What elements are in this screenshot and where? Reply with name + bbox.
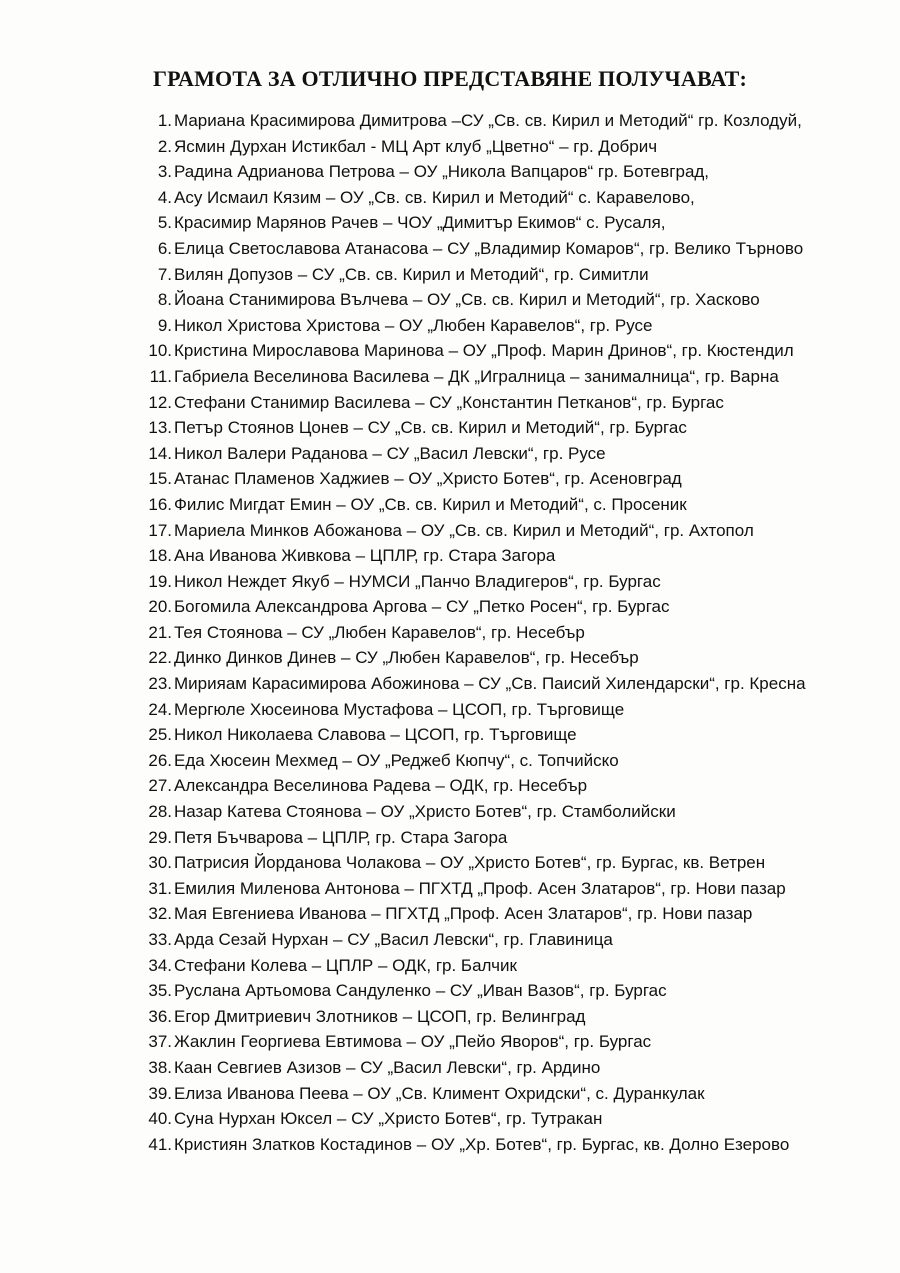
list-item xyxy=(140,927,820,953)
list-item xyxy=(140,159,820,185)
list-item xyxy=(140,492,820,518)
list-item-text: Асу Исмаил Кязим – ОУ „Св. св. Кирил и Методий“ с. Каравелово, xyxy=(174,187,695,207)
list-item xyxy=(140,108,820,134)
list-item-number: 29. xyxy=(148,827,172,847)
list-item-text: Арда Сезай Нурхан – СУ „Васил Левски“, гр. Главиница xyxy=(174,930,613,949)
list-item-text: Тея Стоянова – СУ „Любен Каравелов“, гр. Несебър xyxy=(174,622,585,642)
list-item-number: 7. xyxy=(157,264,172,284)
list-item-text: Габриела Веселинова Василева – ДК „Игралница – занималница“, гр. Варна xyxy=(174,366,779,386)
list-item-text: Егор Дмитриевич Злотников – ЦСОП, гр. Велинград xyxy=(174,1006,586,1026)
list-item-number: 41. xyxy=(148,1134,172,1154)
list-item xyxy=(140,1106,820,1132)
list-item-number: 17. xyxy=(148,520,172,540)
list-item xyxy=(140,1004,820,1030)
list-item xyxy=(140,748,820,774)
list-item xyxy=(140,697,820,723)
list-item-text: Стефани Колева – ЦПЛР – ОДК, гр. Балчик xyxy=(174,955,517,975)
list-item xyxy=(140,185,820,211)
list-item xyxy=(140,441,820,467)
list-item-text: Елица Светославова Атанасова – СУ „Владимир Комаров“, гр. Велико Търново xyxy=(174,238,804,258)
recipient-list xyxy=(140,108,820,1157)
list-item xyxy=(140,210,820,236)
list-item-text: Красимир Марянов Рачев – ЧОУ „Димитър Екимов“ с. Русаля, xyxy=(174,213,666,233)
list-item-number: 28. xyxy=(148,802,172,822)
list-item-number: 13. xyxy=(148,418,172,438)
list-item-number: 16. xyxy=(148,494,172,514)
list-item-number: 15. xyxy=(148,469,172,489)
list-item-number: 33. xyxy=(148,930,172,949)
list-item-number: 21. xyxy=(148,622,172,642)
list-item-text: Патрисия Йорданова Чолакова – ОУ „Христо Ботев“, гр. Бургас, кв. Ветрен xyxy=(174,853,766,873)
list-item-text: Каан Севгиев Азизов – СУ „Васил Левски“, гр. Ардино xyxy=(174,1057,601,1077)
list-item-number: 32. xyxy=(148,904,172,924)
list-item xyxy=(140,390,820,416)
list-item-number: 26. xyxy=(148,750,172,770)
list-item xyxy=(140,364,820,390)
list-item-text: Руслана Артьомова Сандуленко – СУ „Иван Вазов“, гр. Бургас xyxy=(174,981,667,1001)
list-item xyxy=(140,620,820,646)
list-item xyxy=(140,978,820,1004)
list-item-number: 10. xyxy=(148,341,172,361)
list-item xyxy=(140,1055,820,1081)
list-item-number: 5. xyxy=(157,213,172,233)
list-item-number: 3. xyxy=(157,162,172,182)
list-item-text: Еда Хюсеин Мехмед – ОУ „Реджеб Кюпчу“, с. Топчийско xyxy=(174,750,619,770)
list-item-text: Кристиян Златков Костадинов – ОУ „Хр. Ботев“, гр. Бургас, кв. Долно Езерово xyxy=(174,1134,790,1154)
list-item-text: Жаклин Георгиева Евтимова – ОУ „Пейо Яворов“, гр. Бургас xyxy=(174,1032,652,1052)
list-item-text: Мая Евгениева Иванова – ПГХТД „Проф. Асен Златаров“, гр. Нови пазар xyxy=(174,904,753,924)
list-item xyxy=(140,236,820,262)
list-item-number: 24. xyxy=(148,699,172,719)
list-item-number: 35. xyxy=(148,981,172,1001)
list-item-text: Петър Стоянов Цонев – СУ „Св. св. Кирил и Методий“, гр. Бургас xyxy=(174,418,687,438)
list-item-number: 34. xyxy=(148,955,172,975)
list-item-text: Радина Адрианова Петрова – ОУ „Никола Вапцаров“ гр. Ботевград, xyxy=(174,162,710,182)
list-item xyxy=(140,1081,820,1107)
list-item xyxy=(140,569,820,595)
list-item-text: Никол Неждет Якуб – НУМСИ „Панчо Владигеров“, гр. Бургас xyxy=(174,571,661,591)
list-item xyxy=(140,722,820,748)
list-item-text: Динко Динков Динев – СУ „Любен Каравелов“, гр. Несебър xyxy=(174,648,639,668)
list-item-text: Суна Нурхан Юксел – СУ „Христо Ботев“, гр. Тутракан xyxy=(174,1109,603,1129)
list-item-number: 9. xyxy=(157,315,172,335)
list-item-text: Елиза Иванова Пеева – ОУ „Св. Климент Охридски“, с. Дуранкулак xyxy=(174,1083,705,1103)
list-item-text: Ана Иванова Живкова – ЦПЛР, гр. Стара Загора xyxy=(174,546,556,566)
list-item-text: Никол Христова Христова – ОУ „Любен Каравелов“, гр. Русе xyxy=(174,315,653,335)
list-item xyxy=(140,134,820,160)
list-item xyxy=(140,799,820,825)
list-item-text: Вилян Допузов – СУ „Св. св. Кирил и Методий“, гр. Симитли xyxy=(174,264,649,284)
list-item-text: Александра Веселинова Радева – ОДК, гр. Несебър xyxy=(174,776,588,796)
list-item xyxy=(140,1029,820,1055)
list-item-text: Ясмин Дурхан Истикбал - МЦ Арт клуб „Цветно“ – гр. Добрич xyxy=(174,136,658,156)
list-item xyxy=(140,645,820,671)
list-item-number: 30. xyxy=(148,853,172,873)
list-item xyxy=(140,518,820,544)
list-item-number: 40. xyxy=(148,1109,172,1129)
list-item-text: Стефани Станимир Василева – СУ „Константин Петканов“, гр. Бургас xyxy=(174,392,724,412)
list-item-number: 4. xyxy=(157,187,172,207)
list-item-text: Никол Николаева Славова – ЦСОП, гр. Търговище xyxy=(174,725,577,745)
list-item-number: 20. xyxy=(148,597,172,617)
list-item-text: Филис Мигдат Емин – ОУ „Св. св. Кирил и Методий“, с. Просеник xyxy=(174,494,687,514)
list-item-text: Атанас Пламенов Хаджиев – ОУ „Христо Ботев“, гр. Асеновград xyxy=(174,469,682,489)
list-item-number: 11. xyxy=(149,366,172,386)
list-item-number: 18. xyxy=(148,546,172,566)
list-item xyxy=(140,262,820,288)
list-item-text: Назар Катева Стоянова – ОУ „Христо Ботев“, гр. Стамболийски xyxy=(174,802,676,822)
list-item xyxy=(140,543,820,569)
list-item xyxy=(140,671,820,697)
list-item-number: 8. xyxy=(157,290,172,310)
list-item-number: 27. xyxy=(148,776,172,796)
list-item xyxy=(140,415,820,441)
list-item xyxy=(140,594,820,620)
list-item-number: 19. xyxy=(148,571,172,591)
list-item-text: Никол Валери Раданова – СУ „Васил Левски“, гр. Русе xyxy=(174,443,606,463)
list-item-number: 14. xyxy=(148,443,172,463)
list-item-number: 6. xyxy=(157,238,172,258)
list-item-text: Кристина Мирославова Маринова – ОУ „Проф. Марин Дринов“, гр. Кюстендил xyxy=(174,341,794,361)
list-item-number: 37. xyxy=(148,1032,172,1052)
list-item xyxy=(140,825,820,851)
list-item-text: Петя Бъчварова – ЦПЛР, гр. Стара Загора xyxy=(174,827,508,847)
list-item-number: 36. xyxy=(148,1006,172,1026)
list-item xyxy=(140,773,820,799)
document-title: ГРАМОТА ЗА ОТЛИЧНО ПРЕДСТАВЯНЕ ПОЛУЧАВАТ: xyxy=(152,66,748,91)
list-item-number: 2. xyxy=(157,136,172,156)
list-item-text: Мариана Красимирова Димитрова –СУ „Св. св. Кирил и Методий“ гр. Козлодуй, xyxy=(174,111,802,130)
list-item xyxy=(140,466,820,492)
list-item-number: 39. xyxy=(148,1083,172,1103)
list-item-number: 22. xyxy=(148,648,172,668)
list-item xyxy=(140,901,820,927)
list-item-text: Йоана Станимирова Вълчева – ОУ „Св. св. Кирил и Методий“, гр. Хасково xyxy=(174,290,760,310)
list-item xyxy=(140,1132,820,1158)
list-item-number: 38. xyxy=(148,1057,172,1077)
list-item-text: Мирияам Карасимирова Абожинова – СУ „Св. Паисий Хилендарски“, гр. Кресна xyxy=(174,674,806,694)
list-item xyxy=(140,850,820,876)
list-item-number: 12. xyxy=(148,392,172,412)
list-item-number: 31. xyxy=(148,878,172,898)
list-item xyxy=(140,953,820,979)
list-item xyxy=(140,338,820,364)
list-item-number: 1. xyxy=(157,111,172,130)
list-item-number: 23. xyxy=(148,674,172,694)
list-item-text: Мариела Минков Абожанова – ОУ „Св. св. Кирил и Методий“, гр. Ахтопол xyxy=(174,520,754,540)
list-item xyxy=(140,287,820,313)
list-item-text: Мергюле Хюсеинова Мустафова – ЦСОП, гр. Търговище xyxy=(174,699,625,719)
list-item-text: Богомила Александрова Аргова – СУ „Петко Росен“, гр. Бургас xyxy=(174,597,670,617)
list-item xyxy=(140,313,820,339)
list-item xyxy=(140,876,820,902)
list-item-number: 25. xyxy=(148,725,172,745)
list-item-text: Емилия Миленова Антонова – ПГХТД „Проф. Асен Златаров“, гр. Нови пазар xyxy=(174,878,786,898)
